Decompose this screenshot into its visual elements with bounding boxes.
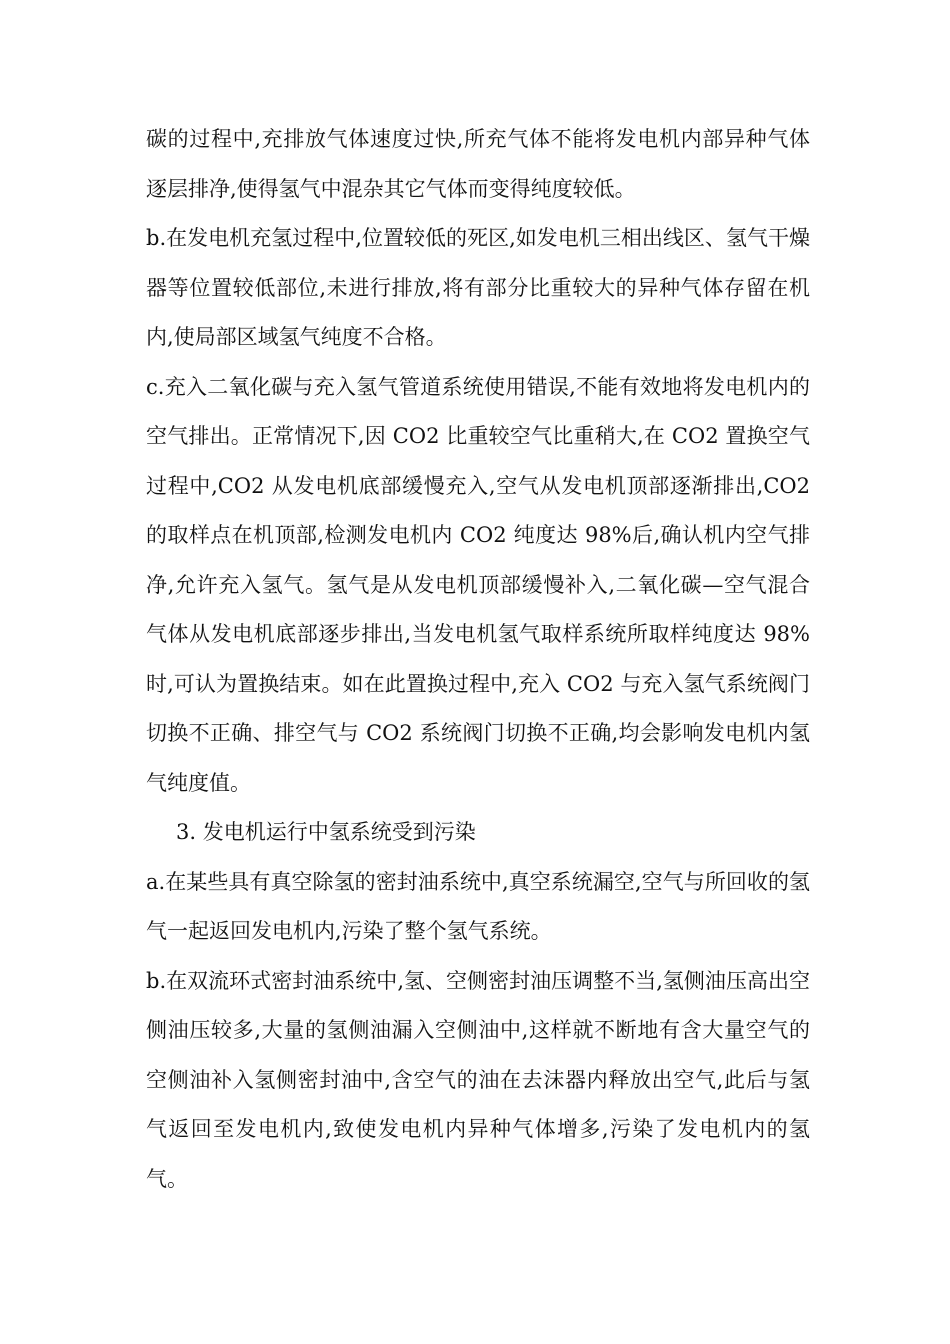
paragraph-dual-flow-seal: b.在双流环式密封油系统中,氢、空侧密封油压调整不当,氢侧油压高出空侧油压较多,大量的氢侧油漏入空侧油中,这样就不断地有含大量空气的空侧油补入氢侧密封油中,含空气的油在去沫器内释放出空气,此后与氢气返回至发电机内,致使发电机内异种气体增多,污染了发电机内的氢气。	[146, 968, 810, 1191]
paragraph-dead-zone: b.在发电机充氢过程中,位置较低的死区,如发电机三相出线区、氢气干燥器等位置较低部位,未进行排放,将有部分比重较大的异种气体存留在机内,使局部区域氢气纯度不合格。	[146, 226, 810, 349]
paragraph-vacuum-leak: a.在某些具有真空除氢的密封油系统中,真空系统漏空,空气与所回收的氢气一起返回发电机内,污染了整个氢气系统。	[146, 869, 810, 943]
body-text	[146, 115, 810, 1204]
paragraph-pipe-misuse: c.充入二氧化碳与充入氢气管道系统使用错误,不能有效地将发电机内的空气排出。正常情况下,因 CO2 比重较空气比重稍大,在 CO2 置换空气过程中,CO2 从发电机底部缓慢充入,空气从发电机顶部逐渐排出,CO2 的取样点在机顶部,检测发电机内 CO2 纯度达 98%后,确认机内空气排净,允许充入氢气。氢气是从发电机顶部缓慢补入,二氧化碳—空气混合气体从发电机底部逐步排出,当发电机氢气取样系统所取样纯度达 98%时,可认为置换结束。如在此置换过程中,充入 CO2 与充入氢气系统阀门切换不正确、排空气与 CO2 系统阀门切换不正确,均会影响发电机内氢气纯度值。	[146, 374, 810, 795]
paragraph-purge-speed: 碳的过程中,充排放气体速度过快,所充气体不能将发电机内部异种气体逐层排净,使得氢气中混杂其它气体而变得纯度较低。	[146, 127, 810, 201]
section-heading-contamination: 3. 发电机运行中氢系统受到污染	[176, 820, 476, 844]
